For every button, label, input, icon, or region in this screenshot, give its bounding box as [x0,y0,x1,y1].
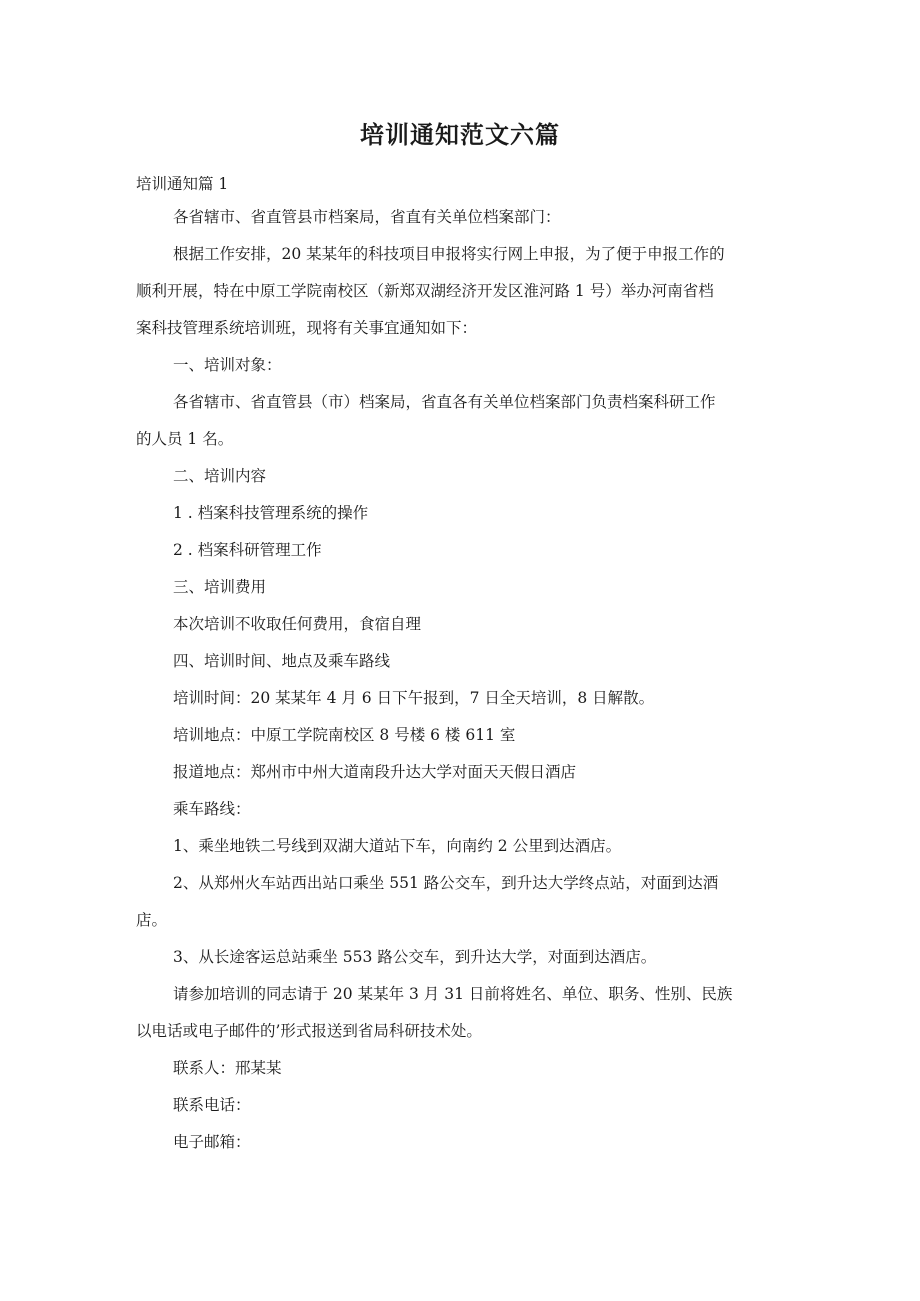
document-body [136,206,786,1168]
section-2-item-2: 2 . 档案科研管理工作 [173,541,322,559]
route-3: 3、从长途客运总站乘坐 553 路公交车，到升达大学，对面到达酒店。 [173,948,657,966]
request-line: 以电话或电子邮件的’形式报送到省局科研技术处。 [136,1022,482,1040]
section-1-line: 的人员 1 名。 [136,430,234,448]
section-1-text [136,391,786,450]
section-2-heading: 二、培训内容 [173,467,267,485]
section-3-heading: 三、培训费用 [173,578,267,596]
section-3-text: 本次培训不收取任何费用，食宿自理 [173,615,422,633]
section-heading: 培训通知篇 1 [136,175,229,193]
training-time: 培训时间：20 某某年 4 月 6 日下午报到，7 日全天培训，8 日解散。 [173,689,655,707]
intro-line: 顺利开展，特在中原工学院南校区（新郑双湖经济开发区淮河路 1 号）举办河南省档 [136,282,714,300]
section-2-item-1: 1 . 档案科技管理系统的操作 [173,504,369,522]
contact-email: 电子邮箱： [173,1133,251,1151]
route-heading: 乘车路线： [173,800,251,818]
request-paragraph [136,983,786,1042]
intro-line: 根据工作安排，20 某某年的科技项目申报将实行网上申报，为了便于申报工作的 [173,245,725,263]
contact-person: 联系人：邢某某 [173,1059,282,1077]
route-2 [136,872,786,931]
contact-phone: 联系电话： [173,1096,251,1114]
section-1-line: 各省辖市、省直管县（市）档案局，省直各有关单位档案部门负责档案科研工作 [173,393,716,411]
intro-line: 案科技管理系统培训班，现将有关事宜通知如下： [136,319,478,337]
document-title: 培训通知范文六篇 [360,121,560,149]
route-1: 1、乘坐地铁二号线到双湖大道站下车，向南约 2 公里到达酒店。 [173,837,622,855]
checkin-place: 报道地点：郑州市中州大道南段升达大学对面天天假日酒店 [173,763,577,781]
section-1-heading: 一、培训对象： [173,356,282,374]
route-2-line: 2、从郑州火车站西出站口乘坐 551 路公交车，到升达大学终点站，对面到达酒 [173,874,719,892]
intro-paragraph [136,243,786,339]
training-place: 培训地点：中原工学院南校区 8 号楼 6 楼 611 室 [173,726,516,744]
section-4-heading: 四、培训时间、地点及乘车路线 [173,652,391,670]
request-line: 请参加培训的同志请于 20 某某年 3 月 31 日前将姓名、单位、职务、性别、民族 [173,985,733,1003]
route-2-line: 店。 [136,911,168,929]
salutation: 各省辖市、省直管县市档案局，省直有关单位档案部门： [173,208,561,226]
